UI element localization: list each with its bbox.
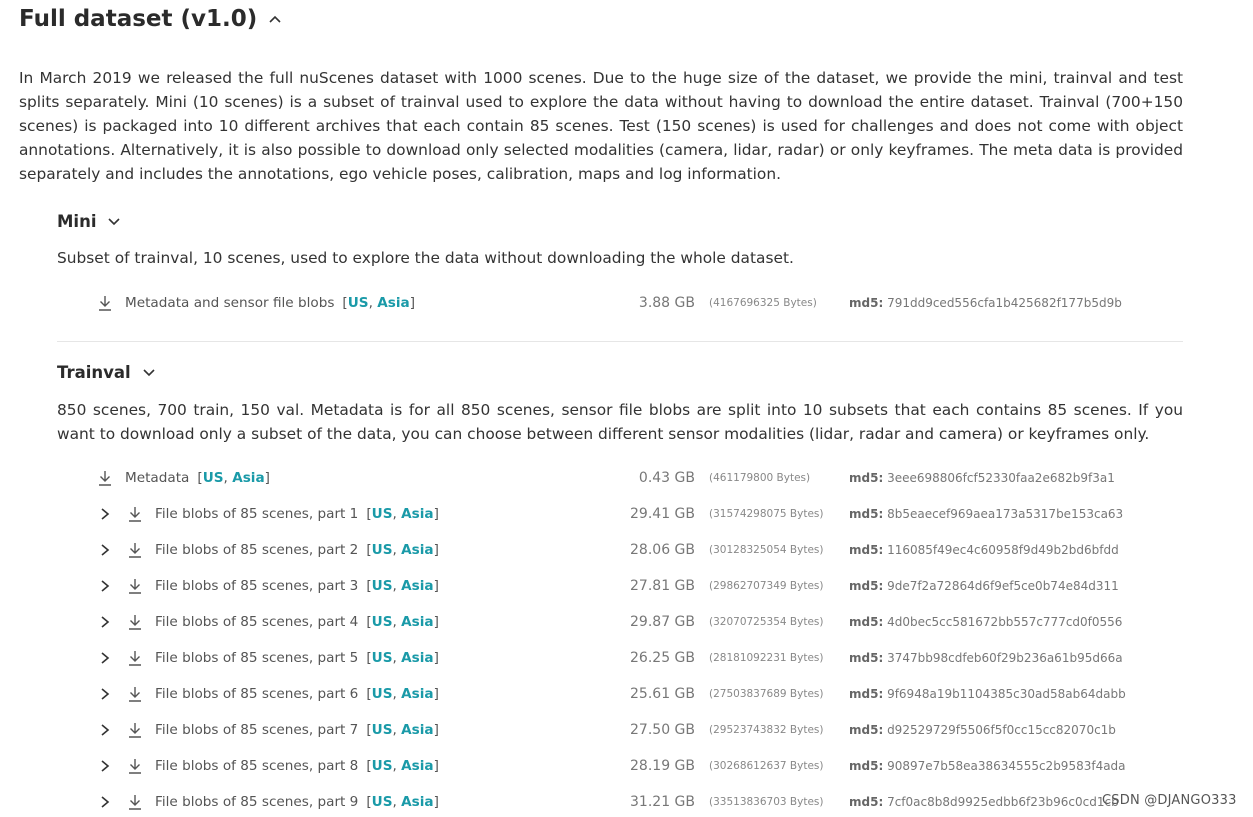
file-label[interactable]: File blobs of 85 scenes, part 3 [155, 578, 359, 594]
comma-separator: , [392, 506, 402, 522]
chevron-right-icon[interactable] [98, 615, 112, 629]
bracket-open: [ [366, 650, 372, 666]
file-link[interactable] [155, 754, 439, 778]
file-label[interactable]: File blobs of 85 scenes, part 5 [155, 650, 359, 666]
chevron-right-icon[interactable] [98, 579, 112, 593]
section-divider [57, 341, 1183, 342]
region-asia-link[interactable]: Asia [232, 470, 265, 486]
file-row [0, 754, 1253, 778]
download-icon[interactable] [127, 542, 143, 558]
chevron-up-icon[interactable] [267, 11, 283, 27]
region-us-link[interactable]: US [347, 295, 369, 311]
file-link[interactable] [155, 610, 439, 634]
file-label[interactable]: Metadata [125, 470, 190, 486]
region-us-link[interactable]: US [371, 578, 393, 594]
bracket-open: [ [366, 794, 372, 810]
file-label[interactable]: File blobs of 85 scenes, part 1 [155, 506, 359, 522]
region-asia-link[interactable]: Asia [401, 542, 434, 558]
section-trainval-title: Trainval [57, 363, 131, 382]
md5-value: 4d0bec5cc581672bb557c777cd0f0556 [883, 615, 1123, 629]
file-label[interactable]: File blobs of 85 scenes, part 2 [155, 542, 359, 558]
file-md5 [849, 610, 1122, 634]
file-size: 28.19 GB [630, 758, 695, 774]
file-row [0, 646, 1253, 670]
region-asia-link[interactable]: Asia [401, 686, 434, 702]
file-md5 [849, 502, 1123, 526]
bracket-close: ] [433, 542, 439, 558]
file-bytes: (31574298075 Bytes) [709, 508, 824, 520]
md5-label: md5: [849, 723, 884, 737]
md5-label: md5: [849, 579, 884, 593]
bracket-open: [ [342, 295, 348, 311]
file-bytes: (29523743832 Bytes) [709, 724, 824, 736]
chevron-down-icon[interactable] [106, 214, 122, 230]
file-bytes: (4167696325 Bytes) [709, 297, 817, 309]
comma-separator: , [223, 470, 233, 486]
bracket-close: ] [433, 506, 439, 522]
file-bytes: (27503837689 Bytes) [709, 688, 824, 700]
file-size: 25.61 GB [630, 686, 695, 702]
md5-label: md5: [849, 795, 884, 809]
region-asia-link[interactable]: Asia [401, 506, 434, 522]
region-us-link[interactable]: US [371, 542, 393, 558]
file-row [0, 291, 1253, 315]
comma-separator: , [392, 542, 402, 558]
download-icon[interactable] [127, 578, 143, 594]
region-us-link[interactable]: US [371, 686, 393, 702]
file-link[interactable] [155, 646, 439, 670]
md5-value: 9f6948a19b1104385c30ad58ab64dabb [883, 687, 1126, 701]
region-asia-link[interactable]: Asia [401, 758, 434, 774]
section-trainval-description: 850 scenes, 700 train, 150 val. Metadata is for all 850 scenes, sensor file blobs are split into 10 subsets that each contains 85 scenes. If you want to download only a subset of the data, you can choose between different sensor modalities (lidar, radar and camera) or keyframes only. [57, 401, 1183, 443]
file-row [0, 682, 1253, 706]
download-icon[interactable] [127, 614, 143, 630]
file-row [0, 538, 1253, 562]
download-icon[interactable] [127, 506, 143, 522]
md5-value: 9de7f2a72864d6f9ef5ce0b74e84d311 [883, 579, 1119, 593]
file-label[interactable]: Metadata and sensor file blobs [125, 295, 335, 311]
md5-value: d92529729f5506f5f0cc15cc82070c1b [883, 723, 1116, 737]
file-link[interactable] [155, 790, 439, 814]
download-icon[interactable] [127, 650, 143, 666]
bracket-close: ] [433, 758, 439, 774]
md5-value: 3eee698806fcf52330faa2e682b9f3a1 [883, 471, 1115, 485]
file-size: 27.81 GB [630, 578, 695, 594]
file-md5 [849, 646, 1123, 670]
chevron-right-icon[interactable] [98, 723, 112, 737]
bracket-close: ] [433, 650, 439, 666]
watermark: CSDN @DJANGO333 [1102, 793, 1237, 808]
region-us-link[interactable]: US [371, 650, 393, 666]
dataset-header[interactable] [19, 6, 283, 32]
intro-paragraph: In March 2019 we released the full nuScenes dataset with 1000 scenes. Due to the huge size of the dataset, we provide the mini, trainval and test splits separately. Mini (10 scenes) is a subset of trainval used to explore the data without having to download the entire dataset. Trainval (700+150 scenes) is packaged into 10 different archives that each contain 85 scenes. Test (150 scenes) is used for challenges and does not come with object annotations. Alternatively, it is also possible to download only selected modalities (camera, lidar, radar) or only keyframes. The meta data is provided separately and includes the annotations, ego vehicle poses, calibration, maps and log information. [19, 69, 1183, 183]
file-bytes: (30128325054 Bytes) [709, 544, 824, 556]
file-row [0, 718, 1253, 742]
file-size: 26.25 GB [630, 650, 695, 666]
file-label[interactable]: File blobs of 85 scenes, part 6 [155, 686, 359, 702]
bracket-open: [ [366, 614, 372, 630]
section-trainval-header[interactable] [57, 363, 157, 382]
file-row [0, 790, 1253, 814]
file-size: 0.43 GB [638, 470, 695, 486]
region-asia-link[interactable]: Asia [401, 650, 434, 666]
file-md5 [849, 718, 1116, 742]
comma-separator: , [392, 614, 402, 630]
md5-label: md5: [849, 471, 884, 485]
file-md5 [849, 466, 1115, 490]
download-icon[interactable] [127, 794, 143, 810]
file-link[interactable] [125, 466, 270, 490]
file-link[interactable] [155, 574, 439, 598]
comma-separator: , [368, 295, 378, 311]
bracket-open: [ [366, 578, 372, 594]
file-size: 3.88 GB [638, 295, 695, 311]
chevron-right-icon[interactable] [98, 687, 112, 701]
page-title: Full dataset (v1.0) [19, 6, 258, 32]
md5-value: 90897e7b58ea38634555c2b9583f4ada [883, 759, 1126, 773]
chevron-right-icon[interactable] [98, 795, 112, 809]
file-bytes: (29862707349 Bytes) [709, 580, 824, 592]
file-link[interactable] [125, 291, 415, 315]
bracket-open: [ [197, 470, 203, 486]
file-size: 29.87 GB [630, 614, 695, 630]
section-mini-description: Subset of trainval, 10 scenes, used to explore the data without downloading the whole dataset. [57, 249, 794, 267]
chevron-down-icon[interactable] [141, 365, 157, 381]
section-mini-header[interactable] [57, 212, 122, 231]
chevron-right-icon[interactable] [98, 759, 112, 773]
md5-value: 7cf0ac8b8d9925edbb6f23b96c0cd1cb [883, 795, 1119, 809]
file-label[interactable]: File blobs of 85 scenes, part 7 [155, 722, 359, 738]
md5-label: md5: [849, 507, 884, 521]
file-label[interactable]: File blobs of 85 scenes, part 9 [155, 794, 359, 810]
md5-label: md5: [849, 543, 884, 557]
file-row [0, 466, 1253, 490]
file-link[interactable] [155, 682, 439, 706]
bracket-open: [ [366, 758, 372, 774]
file-label[interactable]: File blobs of 85 scenes, part 4 [155, 614, 359, 630]
region-us-link[interactable]: US [371, 758, 393, 774]
bracket-close: ] [433, 722, 439, 738]
file-md5 [849, 754, 1126, 778]
region-us-link[interactable]: US [371, 614, 393, 630]
file-bytes: (33513836703 Bytes) [709, 796, 824, 808]
md5-value: 791dd9ced556cfa1b425682f177b5d9b [883, 296, 1122, 310]
download-icon[interactable] [97, 295, 113, 311]
md5-label: md5: [849, 687, 884, 701]
comma-separator: , [392, 686, 402, 702]
chevron-right-icon[interactable] [98, 543, 112, 557]
region-us-link[interactable]: US [371, 794, 393, 810]
md5-value: 116085f49ec4c60958f9d49b2bd6bfdd [883, 543, 1119, 557]
comma-separator: , [392, 794, 402, 810]
file-row [0, 574, 1253, 598]
file-size: 29.41 GB [630, 506, 695, 522]
section-mini-title: Mini [57, 212, 97, 231]
region-us-link[interactable]: US [371, 722, 393, 738]
file-label[interactable]: File blobs of 85 scenes, part 8 [155, 758, 359, 774]
bracket-close: ] [409, 295, 415, 311]
file-md5 [849, 682, 1126, 706]
region-us-link[interactable]: US [371, 506, 393, 522]
file-md5 [849, 790, 1119, 814]
file-size: 27.50 GB [630, 722, 695, 738]
region-asia-link[interactable]: Asia [377, 295, 410, 311]
download-icon[interactable] [127, 686, 143, 702]
region-asia-link[interactable]: Asia [401, 794, 434, 810]
md5-label: md5: [849, 615, 884, 629]
bracket-close: ] [433, 614, 439, 630]
download-icon[interactable] [127, 758, 143, 774]
bracket-open: [ [366, 722, 372, 738]
file-bytes: (28181092231 Bytes) [709, 652, 824, 664]
file-row [0, 610, 1253, 634]
file-size: 28.06 GB [630, 542, 695, 558]
file-md5 [849, 291, 1122, 315]
comma-separator: , [392, 722, 402, 738]
comma-separator: , [392, 758, 402, 774]
md5-label: md5: [849, 759, 884, 773]
region-asia-link[interactable]: Asia [401, 614, 434, 630]
region-us-link[interactable]: US [202, 470, 224, 486]
md5-value: 3747bb98cdfeb60f29b236a61b95d66a [883, 651, 1123, 665]
bracket-close: ] [433, 578, 439, 594]
download-icon[interactable] [97, 470, 113, 486]
comma-separator: , [392, 650, 402, 666]
comma-separator: , [392, 578, 402, 594]
md5-label: md5: [849, 296, 884, 310]
file-link[interactable] [155, 538, 439, 562]
bracket-close: ] [433, 686, 439, 702]
file-size: 31.21 GB [630, 794, 695, 810]
download-icon[interactable] [127, 722, 143, 738]
file-row [0, 502, 1253, 526]
region-asia-link[interactable]: Asia [401, 578, 434, 594]
chevron-right-icon[interactable] [98, 651, 112, 665]
file-link[interactable] [155, 718, 439, 742]
file-md5 [849, 538, 1119, 562]
bracket-close: ] [433, 794, 439, 810]
bracket-close: ] [264, 470, 270, 486]
bracket-open: [ [366, 686, 372, 702]
region-asia-link[interactable]: Asia [401, 722, 434, 738]
bracket-open: [ [366, 506, 372, 522]
md5-label: md5: [849, 651, 884, 665]
file-bytes: (461179800 Bytes) [709, 472, 811, 484]
file-bytes: (30268612637 Bytes) [709, 760, 824, 772]
file-md5 [849, 574, 1119, 598]
file-bytes: (32070725354 Bytes) [709, 616, 824, 628]
file-link[interactable] [155, 502, 439, 526]
chevron-right-icon[interactable] [98, 507, 112, 521]
bracket-open: [ [366, 542, 372, 558]
md5-value: 8b5eaecef969aea173a5317be153ca63 [883, 507, 1124, 521]
